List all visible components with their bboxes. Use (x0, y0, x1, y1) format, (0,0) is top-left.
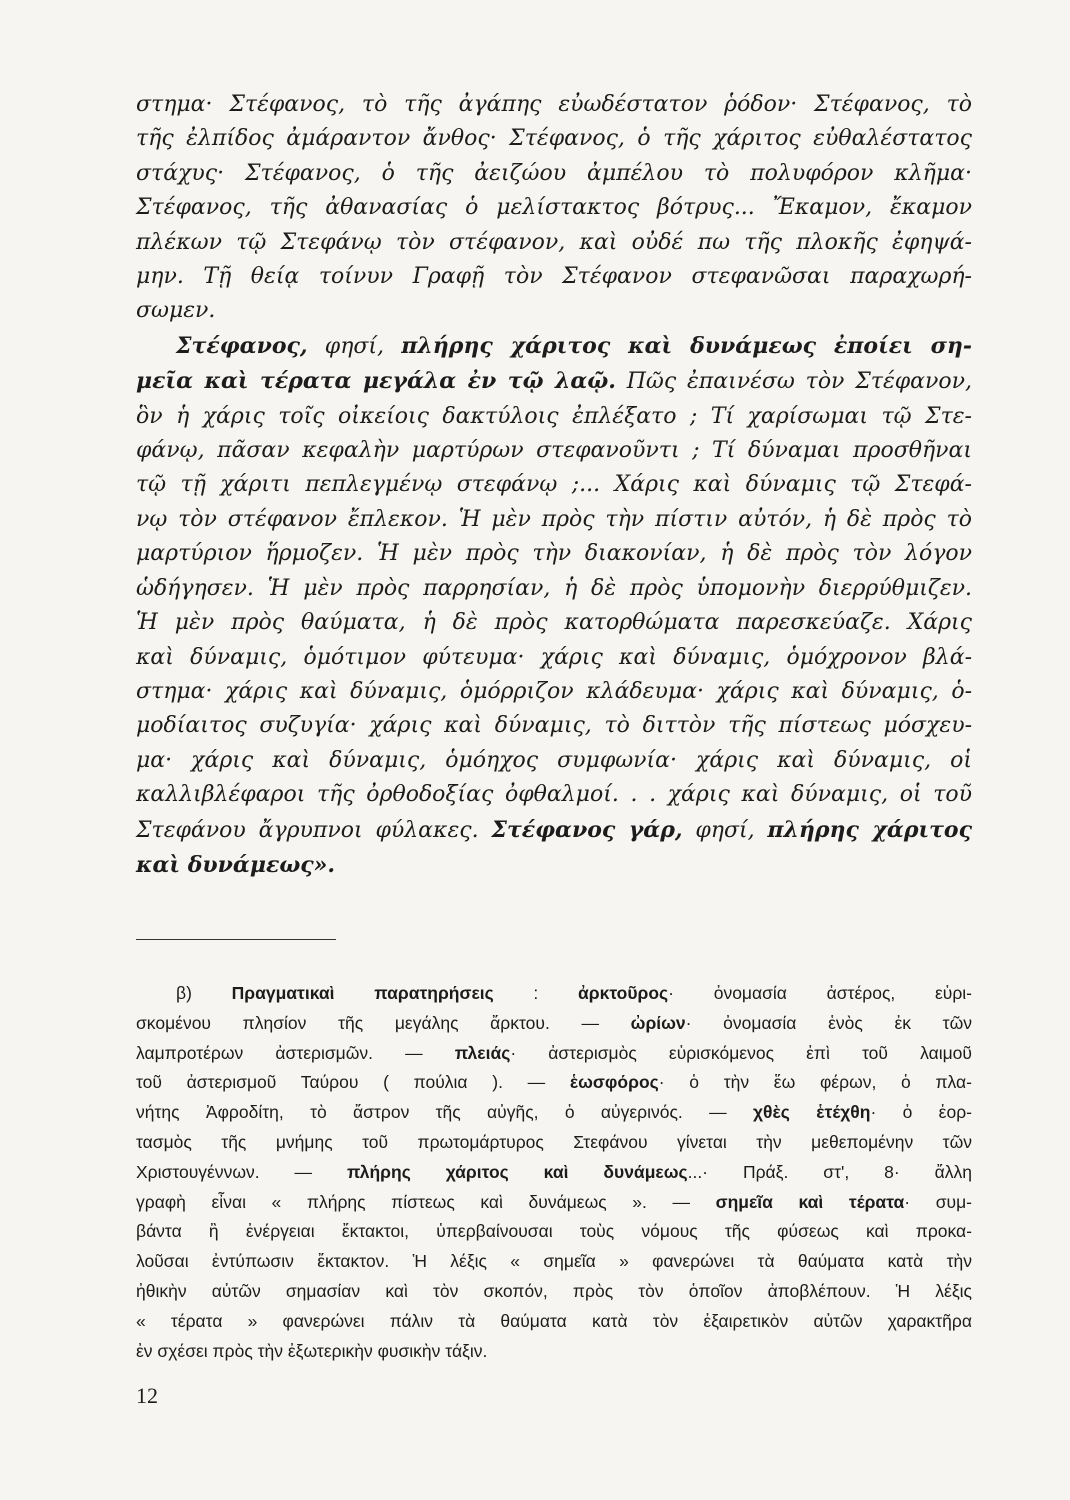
text-line: στημα· χάρις καὶ δύναμις, ὁμόρριζον κλάδευμα· χάρις καὶ δύναμις, ὁ- (136, 678, 972, 704)
text-line: στάχυς· Στέφανος, ὁ τῆς ἀειζώου ἀμπέλου τὸ πολυφόρον κλῆμα· (136, 160, 972, 186)
text-line: καλλιβλέφαροι τῆς ὀρθοδοξίας ὀφθαλμοί. . . χάρις καὶ δύναμις, οἱ τοῦ (136, 782, 972, 808)
text-span: φησί, (682, 817, 768, 843)
bold-quote: πλήρης χάριτος (767, 816, 972, 843)
text-span: γραφὴ εἶναι « πλήρης πίστεως καὶ δυνάμεως ». — (136, 1191, 716, 1212)
text-span: τοῦ ἀστερισμοῦ Ταύρου ( πούλια ). — (136, 1072, 570, 1093)
note-line: « τέρατα » φανερώνει πάλιν τὰ θαύματα κατὰ τὸν ἐξαιρετικὸν αὐτῶν χαρακτῆρα (136, 1310, 972, 1331)
text-span: νήτης Ἀφροδίτη, τὸ ἄστρον τῆς αὐγῆς, ὁ αὐγερινός. — (136, 1102, 753, 1123)
text-span: · ὁ τὴν ἕω φέρων, ὁ πλα- (658, 1072, 972, 1093)
note-line (136, 1068, 972, 1098)
text-span: · ὁ ἑορ- (870, 1102, 972, 1123)
text-line: μοδίαιτος συζυγία· χάρις καὶ δύναμις, τὸ διττὸν τῆς πίστεως μόσχευ- (136, 713, 972, 739)
page-number: 12 (136, 1383, 158, 1408)
text-span: · ὀνομασία ἀστέρος, εὑρι- (668, 983, 972, 1003)
bold-quote: πλήρης χάριτος καὶ δυνάμεως ἐποίει ση- (401, 332, 972, 359)
note-line: βάντα ἢ ἐνέργειαι ἔκτακτοι, ὑπερβαίνουσαι τοὺς νόμους τῆς φύσεως καὶ προκα- (136, 1221, 972, 1242)
note-line: ἐν σχέσει πρὸς τὴν ἐξωτερικὴν φυσικὴν τάξιν. (136, 1340, 488, 1361)
text-line: νῳ τὸν στέφανον ἔπλεκον. Ἡ μὲν πρὸς τὴν πίστιν αὐτόν, ἡ δὲ πρὸς τὸ (136, 506, 972, 532)
footnote-divider (136, 939, 336, 940)
text-line: πλέκων τῷ Στεφάνῳ τὸν στέφανον, καὶ οὐδέ πω τῆς πλοκῆς ἐφηψά- (136, 229, 972, 255)
note-label: β) (176, 983, 232, 1003)
text-line (136, 364, 972, 399)
note-term: ὠρίων (630, 1012, 686, 1033)
main-text-block (136, 88, 972, 883)
bold-quote: Στέφανος, (176, 332, 308, 359)
note-line: ἠθικὴν αὐτῶν σημασίαν καὶ τὸν σκοπόν, πρὸς τὸν ὁποῖον ἀποβλέπουν. Ἡ λέξις (136, 1280, 972, 1301)
text-line: Στέφανος, τῆς ἀθανασίας ὁ μελίστακτος βότρυς... Ἔκαμον, ἔκαμον (136, 195, 972, 221)
text-line (136, 813, 972, 848)
text-span: Πῶς ἐπαινέσω τὸν Στέφανον, (615, 369, 972, 395)
note-term: πλήρης χάριτος καὶ δυνάμεως (347, 1161, 688, 1182)
text-span: λαμπροτέρων ἀστερισμῶν. — (136, 1042, 455, 1063)
text-line: μαρτύριον ἥρμοζεν. Ἡ μὲν πρὸς τὴν διακονίαν, ἡ δὲ πρὸς τὸν λόγον (136, 541, 972, 567)
note-line: τασμὸς τῆς μνήμης τοῦ πρωτομάρτυρος Στεφάνου γίνεται τὴν μεθεπομένην τῶν (136, 1131, 972, 1152)
text-line: μα· χάρις καὶ δύναμις, ὁμόηχος συμφωνία· χάρις καὶ δύναμις, οἱ (136, 747, 972, 773)
footnotes-block (136, 979, 972, 1366)
note-line (136, 1098, 972, 1128)
note-line (136, 1158, 972, 1188)
text-line: τῆς ἐλπίδος ἀμάραντον ἄνθος· Στέφανος, ὁ τῆς χάριτος εὐθαλέστατος (136, 126, 972, 152)
note-line (136, 1188, 972, 1218)
text-line (136, 329, 972, 364)
note-term: σημεῖα καὶ τέρατα (715, 1191, 905, 1212)
text-span: · συμ- (904, 1191, 972, 1212)
text-line: στημα· Στέφανος, τὸ τῆς ἀγάπης εὐωδέστατον ῥόδον· Στέφανος, τὸ (136, 92, 972, 117)
note-term: ἀρκτοῦρος (578, 983, 669, 1003)
note-line: λοῦσαι ἐντύπωσιν ἔκτακτον. Ἡ λέξις « σημεῖα » φανερώνει τὰ θαύματα κατὰ τὴν (136, 1251, 972, 1272)
note-line (136, 979, 972, 1009)
note-line (136, 1009, 972, 1039)
bold-quote: Στέφανος γάρ, (491, 816, 683, 843)
note-term: ἑωσφόρος (569, 1072, 659, 1093)
text-span: : (493, 983, 578, 1003)
text-span: · ὀνομασία ἑνὸς ἐκ τῶν (685, 1012, 973, 1033)
text-line: σωμεν. (136, 298, 216, 324)
text-line: τῷ τῇ χάριτι πεπλεγμένῳ στεφάνῳ ;... Χάρις καὶ δύναμις τῷ Στεφά- (136, 472, 972, 498)
text-line: καὶ δύναμις, ὁμότιμον φύτευμα· χάρις καὶ δύναμις, ὁμόχρονον βλά- (136, 644, 972, 670)
text-line: μην. Τῇ θείᾳ τοίνυν Γραφῇ τὸν Στέφανον στεφανῶσαι παραχωρή- (136, 264, 972, 290)
text-line: ὡδήγησεν. Ἡ μὲν πρὸς παρρησίαν, ἡ δὲ πρὸς ὑπομονὴν διερρύθμιζεν. (136, 575, 972, 601)
text-span: ...· Πράξ. στ', 8· ἄλλη (687, 1161, 972, 1182)
note-term: πλειάς (454, 1042, 511, 1063)
text-line: ὃν ἡ χάρις τοῖς οἰκείοις δακτύλοις ἐπλέξατο ; Τί χαρίσωμαι τῷ Στε- (136, 403, 972, 429)
note-term: Πραγματικαὶ παρατηρήσεις (231, 983, 494, 1003)
text-line: Ἡ μὲν πρὸς θαύματα, ἡ δὲ πρὸς κατορθώματα παρεσκεύαζε. Χάρις (136, 610, 972, 636)
note-line (136, 1039, 972, 1069)
text-span: Στεφάνου ἄγρυπνοι φύλακες. (136, 817, 492, 843)
text-span: σκομένου πλησίον τῆς μεγάλης ἄρκτου. — (136, 1012, 631, 1033)
bold-quote: μεῖα καὶ τέρατα μεγάλα ἐν τῷ λαῷ. (136, 368, 616, 395)
note-term: χθὲς ἑτέχθη (752, 1102, 871, 1123)
text-span: · ἀστερισμὸς εὑρισκόμενος ἐπὶ τοῦ λαιμοῦ (510, 1042, 972, 1063)
text-line (136, 848, 972, 883)
text-span: φησί, (307, 333, 402, 359)
bold-quote: καὶ δυνάμεως». (136, 851, 336, 878)
text-span: Χριστουγέννων. — (136, 1161, 347, 1182)
text-line: φάνῳ, πᾶσαν κεφαλὴν μαρτύρων στεφανοῦντι ; Τί δύναμαι προσθῆναι (136, 438, 972, 464)
